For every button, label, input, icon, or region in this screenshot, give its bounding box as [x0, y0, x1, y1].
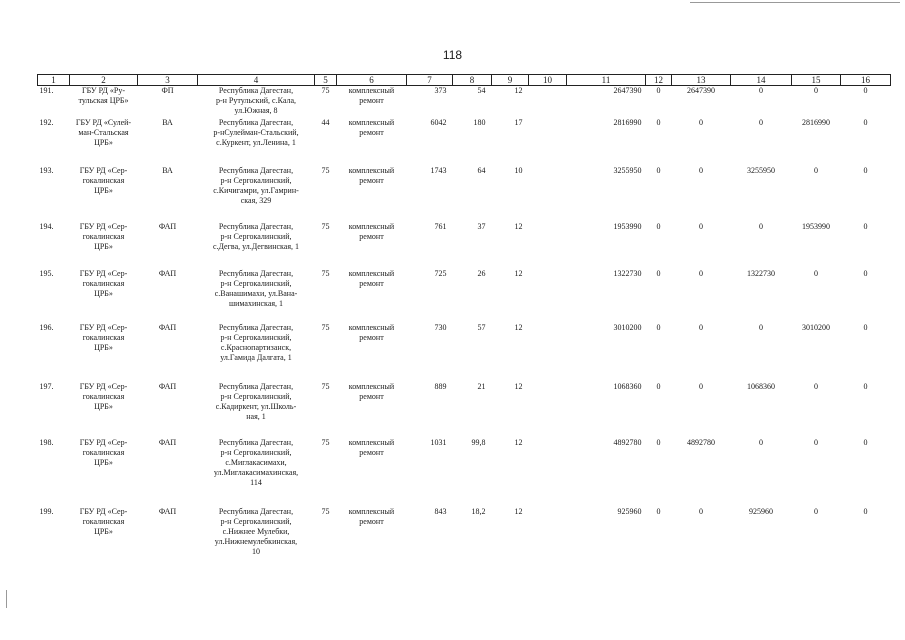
table-row [38, 438, 891, 507]
work-type: комплексный ремонт [348, 165, 395, 185]
facility-address: Республика Дагестан, р-н Сергокалинский, с.Миглакасимахи, ул.Миглакасимахинская, 114 [213, 437, 299, 487]
facility-address: Республика Дагестан, р-н Сергокалинский, с.Кичигамри, ул.Гамрин- ская, 329 [213, 165, 299, 205]
col-7-value: 1031 [430, 437, 447, 447]
table-row [38, 323, 891, 382]
column-number-3: 3 [138, 75, 198, 86]
scan-top-rule [690, 2, 900, 3]
col-11-total: 3255950 [613, 165, 642, 175]
facility-type: ФАП [158, 322, 177, 332]
row-number: 196. [39, 322, 54, 332]
col-14-value: 0 [759, 322, 763, 332]
work-type: комплексный ремонт [348, 322, 395, 342]
col-9-value: 12 [514, 437, 523, 447]
col-16-value: 0 [863, 381, 868, 391]
column-number-5: 5 [315, 75, 337, 86]
col-13-value: 0 [699, 268, 703, 278]
col-9-value: 17 [514, 117, 523, 127]
col-13-value: 0 [699, 506, 703, 516]
facility-type: ФАП [158, 381, 177, 391]
work-type: комплексный ремонт [348, 221, 395, 241]
col-15-value: 0 [814, 86, 818, 95]
row-number: 199. [39, 506, 54, 516]
col-12-value: 0 [656, 268, 661, 278]
col-11-total: 2816990 [613, 117, 642, 127]
col-16-value: 0 [863, 506, 868, 516]
col-16-value: 0 [863, 117, 868, 127]
col-7-value: 730 [434, 322, 447, 332]
col-11-total: 1322730 [613, 268, 642, 278]
col-9-value: 12 [514, 268, 523, 278]
col-15-value: 3010200 [802, 322, 830, 332]
col-10-value [529, 269, 567, 323]
organization-name: ГБУ РД «Сер- гокалинская ЦРБ» [79, 221, 128, 251]
column-number-2: 2 [70, 75, 138, 86]
column-number-16: 16 [841, 75, 891, 86]
col-12-value: 0 [656, 86, 661, 95]
col-8-value: 54 [477, 86, 486, 95]
facility-type: ФАП [158, 221, 177, 231]
col-12-value: 0 [656, 117, 661, 127]
scan-margin-mark [6, 590, 11, 608]
col-7-value: 889 [434, 381, 447, 391]
col-9-value: 12 [514, 221, 523, 231]
col-7-value: 761 [434, 221, 447, 231]
col-10-value [529, 118, 567, 166]
col-14-value: 0 [759, 117, 763, 127]
work-type: комплексный ремонт [348, 381, 395, 401]
column-number-13: 13 [672, 75, 731, 86]
table-body [38, 86, 891, 573]
col-9-value: 12 [514, 322, 523, 332]
column-number-header-row [38, 75, 891, 86]
col-13-value: 4892780 [687, 437, 715, 447]
col-13-value: 0 [699, 165, 703, 175]
col-9-value: 12 [514, 86, 523, 95]
col-11-total: 4892780 [613, 437, 642, 447]
col-7-value: 373 [434, 86, 447, 95]
col-15-value: 2816990 [802, 117, 830, 127]
col-16-value: 0 [863, 437, 868, 447]
col-16-value: 0 [863, 221, 868, 231]
facility-address: Республика Дагестан, р-н Сергокалинский, с.Кадиркент, ул.Школь- ная, 1 [215, 381, 297, 421]
work-type: комплексный ремонт [348, 506, 395, 526]
table-row [38, 269, 891, 323]
col-5-value: 75 [321, 165, 330, 175]
facility-address: Республика Дагестан, р-н Сергокалинский, с.Нижнее Мулебки, ул.Нижнемулебкинская, 10 [214, 506, 298, 556]
table-row [38, 507, 891, 573]
facility-address: Республика Дагестан, р-нСулейман-Стальский, с.Куркент, ул.Ленина, 1 [213, 117, 299, 147]
col-8-value: 26 [477, 268, 486, 278]
facility-address: Республика Дагестан, р-н Сергокалинский, с.Дегва, ул.Дегвинская, 1 [212, 221, 300, 251]
organization-name: ГБУ РД «Сер- гокалинская ЦРБ» [79, 322, 128, 352]
col-14-value: 3255950 [747, 165, 775, 175]
col-9-value: 12 [514, 506, 523, 516]
col-5-value: 75 [321, 322, 330, 332]
table-row [38, 382, 891, 438]
column-number-6: 6 [337, 75, 407, 86]
col-8-value: 99,8 [471, 437, 486, 447]
col-13-value: 2647390 [687, 86, 715, 95]
col-14-value: 1068360 [747, 381, 775, 391]
col-14-value: 1322730 [747, 268, 775, 278]
col-10-value [529, 222, 567, 269]
col-11-total: 3010200 [613, 322, 642, 332]
row-number: 191. [39, 86, 54, 95]
col-5-value: 75 [321, 506, 330, 516]
organization-name: ГБУ РД «Сер- гокалинская ЦРБ» [79, 506, 128, 536]
col-16-value: 0 [863, 268, 868, 278]
col-12-value: 0 [656, 165, 661, 175]
col-7-value: 725 [434, 268, 447, 278]
col-8-value: 18,2 [471, 506, 486, 516]
work-type: комплексный ремонт [348, 117, 395, 137]
col-5-value: 44 [321, 117, 330, 127]
col-11-total: 2647390 [613, 86, 642, 95]
col-7-value: 1743 [430, 165, 447, 175]
column-number-14: 14 [731, 75, 792, 86]
col-8-value: 64 [477, 165, 486, 175]
facility-address: Республика Дагестан, р-н Сергокалинский, с.Ванашимахи, ул.Вана- шимахинская, 1 [214, 268, 298, 308]
page-number: 118 [442, 48, 463, 62]
col-9-value: 10 [514, 165, 523, 175]
organization-name: ГБУ РД «Сер- гокалинская ЦРБ» [79, 381, 128, 411]
col-11-total: 1953990 [613, 221, 642, 231]
col-13-value: 0 [699, 322, 703, 332]
col-11-total: 1068360 [613, 381, 642, 391]
column-number-15: 15 [792, 75, 841, 86]
facility-type: ФАП [158, 506, 177, 516]
facility-type: ФП [161, 86, 174, 95]
col-10-value [529, 438, 567, 507]
work-type: комплексный ремонт [348, 268, 395, 288]
col-9-value: 12 [514, 381, 523, 391]
table-row [38, 166, 891, 222]
col-15-value: 1953990 [802, 221, 830, 231]
col-12-value: 0 [656, 381, 661, 391]
col-5-value: 75 [321, 221, 330, 231]
row-number: 198. [39, 437, 54, 447]
table-row [38, 118, 891, 166]
row-number: 192. [39, 117, 54, 127]
col-15-value: 0 [814, 381, 818, 391]
col-12-value: 0 [656, 322, 661, 332]
col-10-value [529, 323, 567, 382]
col-5-value: 75 [321, 437, 330, 447]
column-number-12: 12 [646, 75, 672, 86]
column-number-11: 11 [567, 75, 646, 86]
table-row [38, 222, 891, 269]
row-number: 197. [39, 381, 54, 391]
col-14-value: 925960 [749, 506, 773, 516]
col-13-value: 0 [699, 381, 703, 391]
col-12-value: 0 [656, 437, 661, 447]
col-10-value [529, 86, 567, 118]
column-number-4: 4 [198, 75, 315, 86]
col-16-value: 0 [863, 165, 868, 175]
row-number: 193. [39, 165, 54, 175]
col-8-value: 37 [477, 221, 486, 231]
organization-name: ГБУ РД «Сер- гокалинская ЦРБ» [79, 165, 128, 195]
col-12-value: 0 [656, 506, 661, 516]
col-13-value: 0 [699, 221, 703, 231]
col-15-value: 0 [814, 268, 818, 278]
col-15-value: 0 [814, 165, 818, 175]
col-10-value [529, 166, 567, 222]
col-5-value: 75 [321, 268, 330, 278]
col-8-value: 180 [473, 117, 486, 127]
col-7-value: 6042 [430, 117, 447, 127]
facility-type: ФАП [158, 268, 177, 278]
organization-name: ГБУ РД «Сер- гокалинская ЦРБ» [79, 437, 128, 467]
work-type: комплексный ремонт [348, 86, 395, 105]
column-number-1: 1 [38, 75, 70, 86]
work-type: комплексный ремонт [348, 437, 395, 457]
col-14-value: 0 [759, 86, 763, 95]
col-10-value [529, 382, 567, 438]
document-table-wrapper [37, 74, 891, 573]
col-14-value: 0 [759, 437, 763, 447]
facility-address: Республика Дагестан, р-н Сергокалинский, с.Краснопартизанск, ул.Гамида Далгата, 1 [218, 322, 294, 362]
table-row [38, 86, 891, 118]
repair-objects-table [37, 74, 891, 573]
column-number-7: 7 [407, 75, 453, 86]
organization-name: ГБУ РД «Ру- тульская ЦРБ» [78, 86, 129, 105]
col-8-value: 21 [477, 381, 486, 391]
col-8-value: 57 [477, 322, 486, 332]
col-14-value: 0 [759, 221, 763, 231]
col-11-total: 925960 [617, 506, 642, 516]
column-number-9: 9 [492, 75, 529, 86]
col-13-value: 0 [699, 117, 703, 127]
facility-type: ФАП [158, 437, 177, 447]
organization-name: ГБУ РД «Сер- гокалинская ЦРБ» [79, 268, 128, 298]
col-7-value: 843 [434, 506, 447, 516]
facility-type: ВА [162, 165, 173, 175]
column-number-10: 10 [529, 75, 567, 86]
col-12-value: 0 [656, 221, 661, 231]
col-15-value: 0 [814, 437, 818, 447]
col-16-value: 0 [863, 86, 868, 95]
col-10-value [529, 507, 567, 573]
row-number: 194. [39, 221, 54, 231]
facility-type: ВА [162, 117, 173, 127]
col-5-value: 75 [321, 381, 330, 391]
column-number-8: 8 [453, 75, 492, 86]
row-number: 195. [39, 268, 54, 278]
col-16-value: 0 [863, 322, 868, 332]
organization-name: ГБУ РД «Сулей- ман-Стальская ЦРБ» [75, 117, 132, 147]
col-15-value: 0 [814, 506, 818, 516]
col-5-value: 75 [321, 86, 330, 95]
facility-address: Республика Дагестан, р-н Рутульский, с.Кала, ул.Южная, 8 [215, 86, 297, 115]
